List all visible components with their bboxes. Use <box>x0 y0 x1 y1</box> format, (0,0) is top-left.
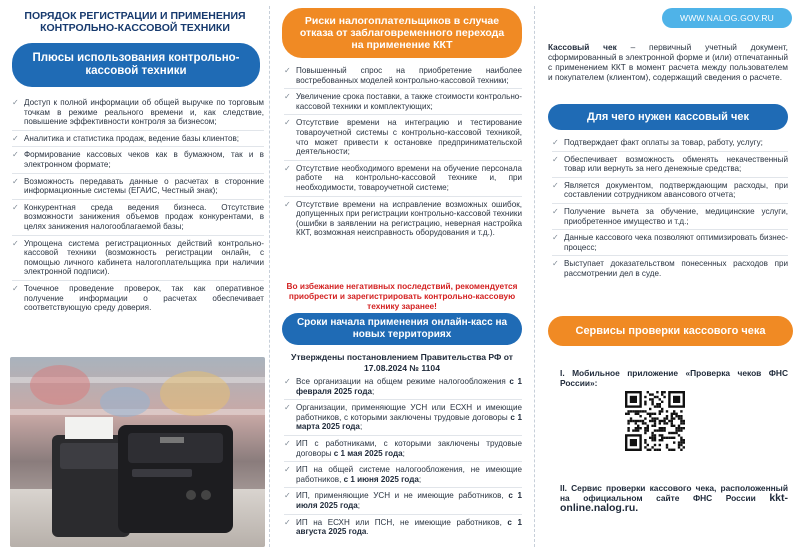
deadline-end: ; <box>402 448 405 458</box>
warning-text: Во избежание негативных последствий, рекомендуется приобрести и зарегистрировать контрольно-кассовую технику заранее! <box>286 281 518 311</box>
list-item: ✓ Обеспечивает возможность обменять некачественный товар или вернуть за него денежные средства; <box>552 155 788 178</box>
deadline-item <box>284 518 522 540</box>
list-item: ✓ Увеличение срока поставки, а также стоимости контрольно-кассовой техники и комплектующих; <box>284 92 522 115</box>
purpose-pill: Для чего нужен кассовый чек <box>548 104 788 130</box>
list-item: ✓ Получение вычета за обучение, медицинские услуги, приобретенное имущество и т.д.; <box>552 207 788 230</box>
list-item: ✓ Возможность передавать данные о расчетах в сторонние информационные системы (ЕГАИС, Честный знак); <box>12 177 264 200</box>
list-item: ✓ Повышенный спрос на приобретение наиболее востребованных моделей контрольно-кассовой техники; <box>284 66 522 89</box>
service-website-text: II. Сервис проверки кассового чека, расположенный на официальном сайте ФНС России <box>560 483 788 503</box>
deadline-date: с 1 марта 2025 года <box>296 412 522 432</box>
list-item: ✓ Данные кассового чека позволяют оптимизировать бизнес-процесс; <box>552 233 788 256</box>
service-website <box>560 483 788 513</box>
cash-register-device-icon <box>10 357 265 547</box>
deadline-text: ИП на ЕСХН или ПСН, не имеющие работников, <box>296 517 508 527</box>
deadlines-list <box>284 377 522 543</box>
list-item: ✓ Отсутствие времени на интеграцию и тестирование товароучетной системы с контрольно-кассовой техникой, что может привести к остановке предпринимательской деятельности; <box>284 118 522 160</box>
deadline-end: ; <box>372 386 375 396</box>
list-item: ✓ Подтверждает факт оплаты за товар, работу, услугу; <box>552 138 788 152</box>
services-pill: Сервисы проверки кассового чека <box>548 316 793 346</box>
deadlines-pill: Сроки начала применения онлайн-касс на новых территориях <box>282 313 522 345</box>
deadline-end: ; <box>357 500 361 510</box>
list-item: ✓ Точечное проведение проверок, так как оперативное получение информации о расчетах обеспечивает соответствующую среду доверия. <box>12 284 264 316</box>
deadline-item <box>284 377 522 400</box>
list-item: ✓ Доступ к полной информации об общей выручке по торговым точкам в режиме реального времени и, как следствие, повышение эффективности контроля за бизнесом; <box>12 98 264 131</box>
service-website-link[interactable]: kkt-online.nalog.ru. <box>560 492 788 514</box>
definition-term: Кассовый чек <box>548 42 617 52</box>
deadline-text: Организации, применяющие УСН или ЕСХН и имеющие работников, с которыми заключены трудовые договоры <box>296 403 522 422</box>
deadline-date: с 1 августа 2025 года <box>296 517 522 537</box>
deadline-text: ИП, применяющие УСН и не имеющие работников, <box>296 491 509 501</box>
advantages-pill: Плюсы использования контрольно-кассовой техники <box>12 43 260 87</box>
deadline-end: . <box>366 527 369 537</box>
deadline-text: ИП с работниками, с которыми заключены трудовые договоры <box>296 438 522 458</box>
deadline-end: ; <box>418 474 422 484</box>
definition-text: – первичный учетный документ, сформированный в электронной форме и (или) отпечатанный с применением ККТ в момент расчета между пользователем и покупателем (клиентом), содержащий сведения о расчете. <box>548 42 788 82</box>
qr-code-icon[interactable] <box>625 391 685 451</box>
deadline-date: с 1 февраля 2025 года <box>296 377 522 396</box>
purpose-list <box>552 138 788 285</box>
main-title: ПОРЯДОК РЕГИСТРАЦИИ И ПРИМЕНЕНИЯ КОНТРОЛЬНО-КАССОВОЙ ТЕХНИКИ <box>24 10 246 34</box>
list-item: ✓ Отсутствие необходимого времени на обучение персонала работе на контрольно-кассовой технике и, при необходимости, товароучетной системе; <box>284 164 522 197</box>
deadline-item <box>284 465 522 488</box>
url-badge[interactable]: WWW.NALOG.GOV.RU <box>662 8 792 28</box>
deadline-end: ; <box>359 422 363 432</box>
list-item: ✓ Конкурентная среда ведения бизнеса. Отсутствие возможности занижения объемов продаж конкурентами, в целях занижения налогооблагаемой базы; <box>12 203 264 236</box>
cash-register-photo <box>10 357 265 547</box>
list-item: ✓ Отсутствие времени на исправление возможных ошибок, допущенных при регистрации контрольно-кассовой техники (ошибки в заявлении на регистрацию, неверная настройка ККТ, возможная неисправность оборудования и т.д.). <box>284 200 522 241</box>
risks-pill: Риски налогоплательщиков в случае отказа от заблаговременного перехода на применение ККТ <box>282 8 522 58</box>
list-item: ✓ Является документом, подтверждающим расходы, при составлении сотрудником авансового отчета; <box>552 181 788 204</box>
deadline-text: ИП на общей системе налогообложения, не имеющие работников, <box>296 465 522 484</box>
deadline-item <box>284 439 522 462</box>
deadline-date: с 1 июня 2025 года <box>343 474 419 484</box>
deadline-date: с 1 мая 2025 года <box>333 448 403 458</box>
list-item: ✓ Выступает доказательством понесенных расходов при рассмотрении дел в суде. <box>552 259 788 281</box>
deadline-item <box>284 403 522 436</box>
column-separator <box>534 6 535 547</box>
receipt-definition <box>548 42 788 82</box>
deadline-item <box>284 491 522 514</box>
column-separator <box>269 6 270 547</box>
list-item: ✓ Формирование кассовых чеков как в бумажном, так и в электронном формате; <box>12 150 264 173</box>
deadline-text: Все организации на общем режиме налогообложения <box>296 377 510 386</box>
deadline-date: с 1 июля 2025 года <box>296 491 522 510</box>
list-item: ✓ Аналитика и статистика продаж, ведение базы клиентов; <box>12 134 264 148</box>
advantages-list <box>12 98 264 319</box>
approved-text: Утверждены постановлением Правительства РФ от 17.08.2024 № 1104 <box>290 352 513 373</box>
list-item: ✓ Упрощена система регистрационных действий контрольно-кассовой техники (возможность регистрации онлайн, с помощью личного кабинета налогоплательщика при наличии электронной подписи). <box>12 239 264 281</box>
service-mobile-app: I. Мобильное приложение «Проверка чеков ФНС России»: <box>560 368 788 388</box>
risks-list <box>284 66 522 244</box>
